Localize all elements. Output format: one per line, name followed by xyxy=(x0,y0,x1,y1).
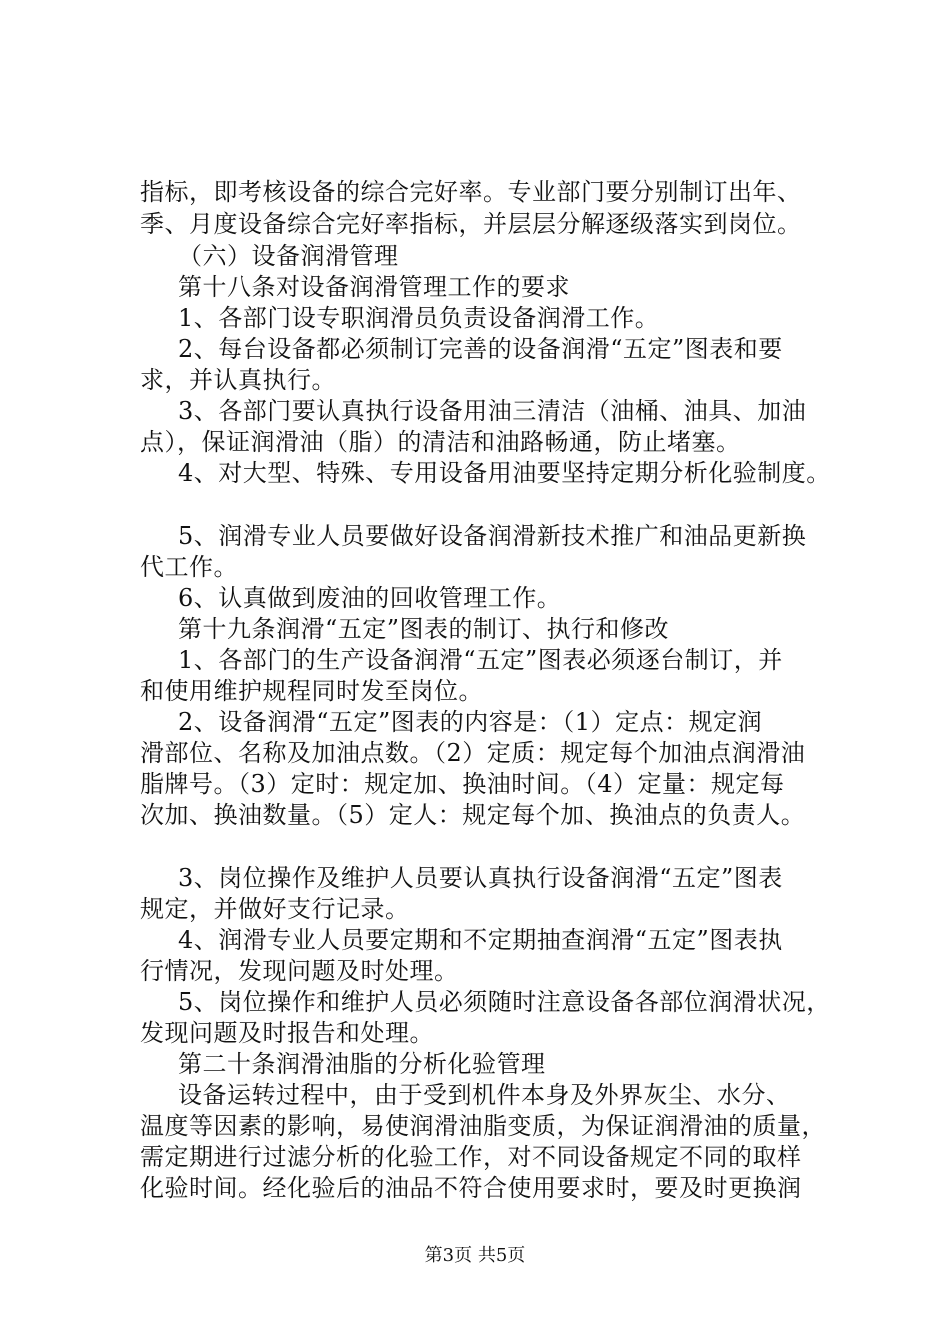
text-line: 4、对大型、特殊、专用设备用油要坚持定期分析化验制度。 xyxy=(178,459,831,487)
text-line: 2、每台设备都必须制订完善的设备润滑“五定”图表和要 xyxy=(178,335,783,363)
text-line: 设备运转过程中，由于受到机件本身及外界灰尘、水分、 xyxy=(178,1081,791,1109)
text-line: 滑部位、名称及加油点数。（2）定质：规定每个加油点润滑油 xyxy=(140,739,806,767)
text-line: 求，并认真执行。 xyxy=(140,366,336,394)
text-line: 1、各部门设专职润滑员负责设备润滑工作。 xyxy=(178,304,660,332)
text-line: 4、润滑专业人员要定期和不定期抽查润滑“五定”图表执 xyxy=(178,926,783,954)
article-heading: 第十八条对设备润滑管理工作的要求 xyxy=(178,273,570,301)
text-line: 5、润滑专业人员要做好设备润滑新技术推广和油品更新换 xyxy=(178,522,807,550)
text-line: 次加、换油数量。（5）定人：规定每个加、换油点的负责人。 xyxy=(140,801,806,829)
text-line: 需定期进行过滤分析的化验工作，对不同设备规定不同的取样 xyxy=(140,1143,802,1171)
text-line: 脂牌号。（3）定时：规定加、换油时间。（4）定量：规定每 xyxy=(140,770,785,798)
article-heading: 第十九条润滑“五定”图表的制订、执行和修改 xyxy=(178,615,670,643)
text-line: 1、各部门的生产设备润滑“五定”图表必须逐台制订，并 xyxy=(178,646,783,674)
text-line: 和使用维护规程同时发至岗位。 xyxy=(140,677,483,705)
text-line: 2、设备润滑“五定”图表的内容是：（1）定点：规定润 xyxy=(178,708,763,736)
text-line: 规定，并做好支行记录。 xyxy=(140,895,410,923)
text-line: 3、各部门要认真执行设备用油三清洁（油桶、油具、加油 xyxy=(178,397,807,425)
text-line: 温度等因素的影响，易使润滑油脂变质，为保证润滑油的质量， xyxy=(140,1112,826,1140)
text-line: 6、认真做到废油的回收管理工作。 xyxy=(178,584,562,612)
page-footer: 第3页 共5页 xyxy=(424,1245,526,1266)
section-heading: （六）设备润滑管理 xyxy=(178,242,399,270)
text-line: 化验时间。经化验后的油品不符合使用要求时，要及时更换润 xyxy=(140,1174,802,1202)
text-line: 代工作。 xyxy=(140,553,238,581)
text-line: 行情况，发现问题及时处理。 xyxy=(140,957,459,985)
text-line: 发现问题及时报告和处理。 xyxy=(140,1019,434,1047)
text-line: 季、月度设备综合完好率指标，并层层分解逐级落实到岗位。 xyxy=(140,210,802,238)
article-heading: 第二十条润滑油脂的分析化验管理 xyxy=(178,1050,546,1078)
text-line: 3、岗位操作及维护人员要认真执行设备润滑“五定”图表 xyxy=(178,864,783,892)
text-line: 点），保证润滑油（脂）的清洁和油路畅通，防止堵塞。 xyxy=(140,428,741,456)
text-line: 指标，即考核设备的综合完好率。专业部门要分别制订出年、 xyxy=(140,178,802,206)
text-line: 5、岗位操作和维护人员必须随时注意设备各部位润滑状况， xyxy=(178,988,831,1016)
